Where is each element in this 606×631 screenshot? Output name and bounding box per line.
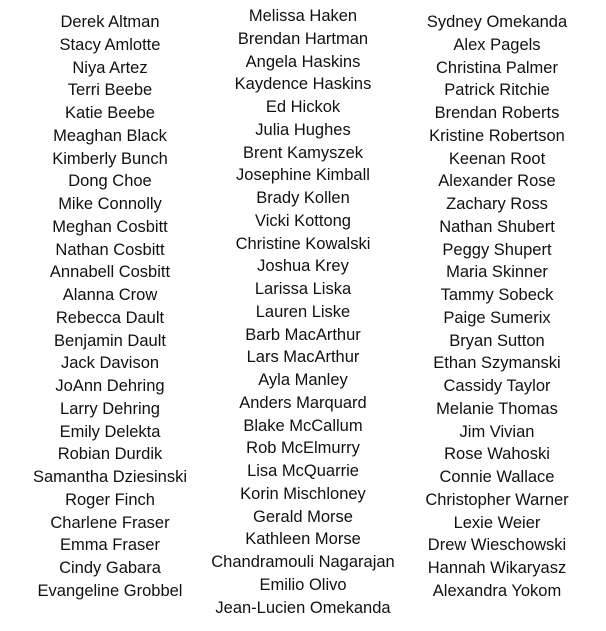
name-entry: Barb MacArthur: [245, 325, 361, 344]
name-entry: Sydney Omekanda: [426, 13, 568, 31]
name-entry: Terri Beebe: [67, 81, 153, 100]
name-entry: Jean-Lucien Omekanda: [215, 598, 391, 617]
name-entry: Nathan Cosbitt: [55, 240, 165, 259]
name-entry: Joshua Krey: [257, 257, 349, 276]
name-entry: Christina Palmer: [436, 58, 558, 77]
name-entry: Paige Sumerix: [443, 308, 551, 327]
name-entry: Larissa Liska: [254, 280, 352, 298]
name-entry: Derek Altman: [60, 13, 160, 31]
name-entry: Cassidy Taylor: [443, 377, 551, 395]
name-entry: Brady Kollen: [256, 189, 350, 207]
name-entry: Connie Wallace: [439, 468, 555, 486]
name-entry: Alanna Crow: [62, 286, 158, 304]
name-entry: Nathan Shubert: [439, 217, 555, 236]
name-entry: Roger Finch: [65, 490, 155, 509]
name-entry: Zachary Ross: [446, 195, 548, 213]
name-entry: Drew Wieschowski: [427, 536, 567, 555]
name-entry: Josephine Kimball: [236, 166, 370, 185]
name-entry: Evangeline Grobbel: [37, 581, 183, 600]
name-entry: Rebecca Dault: [55, 308, 165, 327]
name-entry: Melissa Haken: [248, 7, 358, 25]
name-entry: Rose Wahoski: [444, 445, 550, 464]
name-entry: Brendan Hartman: [237, 29, 369, 48]
name-entry: Kristine Robertson: [429, 126, 565, 145]
name-entry: Alex Pagels: [453, 35, 541, 54]
name-entry: Bryan Sutton: [449, 331, 545, 350]
name-entry: Lauren Liske: [255, 302, 351, 321]
name-entry: Kathleen Morse: [245, 530, 361, 549]
name-entry: Gerald Morse: [253, 507, 353, 526]
name-entry: JoAnn Dehring: [55, 377, 165, 395]
name-entry: Korin Mischloney: [240, 484, 366, 503]
name-entry: Jim Vivian: [459, 422, 535, 441]
name-entry: Brent Kamyszek: [242, 143, 364, 162]
name-entry: Ed Hickok: [265, 98, 341, 116]
name-entry: Keenan Root: [448, 149, 546, 168]
name-entry: Melanie Thomas: [436, 399, 558, 418]
name-column-right: [387, 11, 606, 603]
name-entry: Lars MacArthur: [246, 348, 360, 367]
name-entry: Maria Skinner: [446, 263, 548, 282]
name-entry: Benjamin Dault: [54, 331, 166, 350]
name-entry: Charlene Fraser: [50, 513, 170, 532]
name-entry: Ethan Szymanski: [433, 354, 561, 373]
name-entry: Brendan Roberts: [434, 104, 560, 122]
name-entry: Alexandra Yokom: [432, 581, 562, 600]
name-entry: Kaydence Haskins: [234, 75, 372, 94]
name-entry: Meaghan Black: [53, 126, 167, 145]
name-entry: Rob McElmurry: [246, 439, 360, 458]
name-entry: Meghan Cosbitt: [52, 217, 168, 236]
name-entry: Christopher Warner: [425, 490, 569, 509]
name-entry: Mike Connolly: [58, 195, 162, 213]
name-entry: Peggy Shupert: [442, 240, 552, 259]
name-entry: Samantha Dziesinski: [32, 468, 188, 486]
name-column-left: [0, 11, 220, 603]
name-entry: Emily Delekta: [59, 422, 161, 441]
name-entry: Christine Kowalski: [235, 234, 371, 253]
name-entry: Tammy Sobeck: [440, 286, 554, 304]
name-entry: Blake McCallum: [243, 416, 363, 435]
name-entry: Larry Dehring: [60, 399, 160, 418]
name-entry: Stacy Amlotte: [59, 35, 161, 54]
name-entry: Annabell Cosbitt: [49, 263, 171, 282]
name-entry: Dong Choe: [68, 172, 152, 191]
name-entry: Hannah Wikaryasz: [427, 559, 567, 577]
name-entry: Lexie Weier: [453, 513, 541, 532]
name-entry: Julia Hughes: [255, 120, 351, 139]
name-entry: Katie Beebe: [65, 104, 155, 122]
name-entry: Kimberly Bunch: [52, 149, 168, 168]
name-entry: Cindy Gabara: [59, 559, 161, 577]
name-entry: Robian Durdik: [57, 445, 163, 464]
name-entry: Vicki Kottong: [254, 211, 351, 230]
name-entry: Angela Haskins: [245, 52, 361, 71]
name-entry: Emilio Olivo: [259, 575, 347, 594]
name-entry: Alexander Rose: [438, 172, 556, 191]
name-entry: Patrick Ritchie: [444, 81, 550, 100]
name-column-middle: [193, 5, 413, 619]
name-entry: Ayla Manley: [258, 371, 348, 389]
name-entry: Niya Artez: [72, 58, 148, 77]
name-entry: Lisa McQuarrie: [247, 462, 359, 480]
name-entry: Emma Fraser: [60, 536, 160, 555]
name-entry: Anders Marquard: [239, 393, 367, 412]
name-entry: Chandramouli Nagarajan: [211, 553, 395, 571]
name-entry: Jack Davison: [60, 354, 160, 373]
